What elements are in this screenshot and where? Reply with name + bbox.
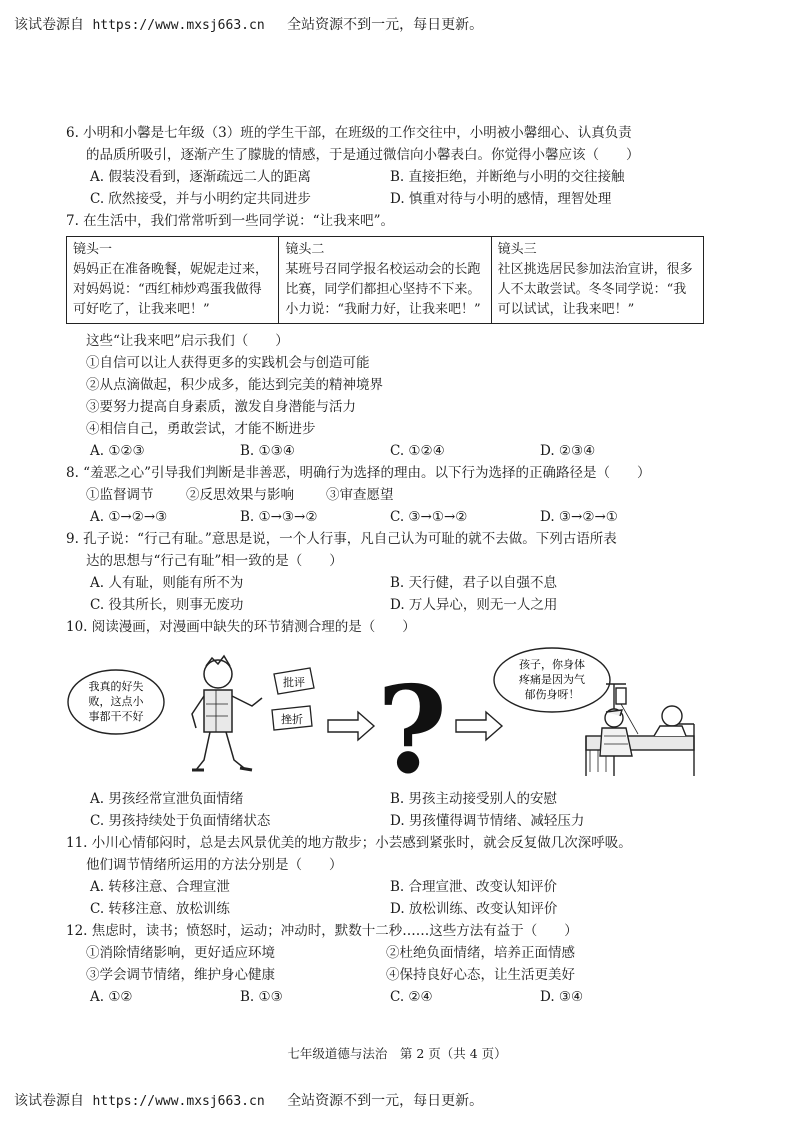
q9-option-c[interactable]: C. 役其所长，则事无废功: [90, 597, 244, 613]
q8-statement-2: ②反思效果与影响: [186, 487, 294, 503]
criticism-text: 批评: [283, 676, 305, 689]
question-8: [66, 462, 706, 528]
shot-3: [491, 237, 703, 324]
q12-option-c[interactable]: C. ②④: [390, 989, 433, 1005]
q11-options-row2: [66, 898, 706, 920]
q6-stem-line2: 的品质所吸引，逐渐产生了朦胧的情感，于是通过微信向小馨表白。你觉得小馨应该（ ）: [86, 147, 640, 163]
q8-options: [66, 506, 706, 528]
top-banner: [14, 14, 483, 34]
q12-option-a[interactable]: A. ①②: [90, 989, 133, 1005]
q10-option-d[interactable]: D. 男孩懂得调节情绪、减轻压力: [390, 813, 585, 829]
shot-2-title: 镜头二: [285, 242, 325, 257]
shot-1: [67, 237, 279, 324]
q6-stem-line1: 6. 小明和小馨是七年级（3）班的学生干部，在班级的工作交往中，小明被小馨细心、认真负责: [66, 125, 632, 141]
bottom-banner: [14, 1090, 483, 1110]
q11-option-c[interactable]: C. 转移注意、放松训练: [90, 901, 230, 917]
q11-stem-line2: 他们调节情绪所运用的方法分别是（ ）: [86, 857, 343, 873]
question-7: [66, 210, 706, 462]
comic-right-bubble-line3: 郁伤身呀！: [524, 688, 580, 701]
comic-right-bubble-line2: 疼痛是因为气: [519, 673, 585, 686]
q6-option-b[interactable]: B. 直接拒绝，并断绝与小明的交往接触: [390, 169, 625, 185]
q12-statements-row1: [66, 942, 706, 964]
question-10: [66, 616, 706, 832]
q9-option-b[interactable]: B. 天行健，君子以自强不息: [390, 575, 558, 591]
bottom-banner-source: 该试卷源自: [14, 1093, 84, 1109]
q10-option-a[interactable]: A. 男孩经常宣泄负面情绪: [90, 791, 244, 807]
q11-option-d[interactable]: D. 放松训练、改变认知评价: [390, 901, 558, 917]
question-11: [66, 832, 706, 920]
q9-option-d[interactable]: D. 万人异心，则无一人之用: [390, 597, 558, 613]
q12-statement-4: ④保持良好心态，让生活更美好: [386, 967, 575, 983]
q7-statement-4: ④相信自己，勇敢尝试，才能不断进步: [86, 421, 316, 437]
q10-comic: [66, 644, 706, 784]
q10-option-c[interactable]: C. 男孩持续处于负面情绪状态: [90, 813, 271, 829]
q6-option-c[interactable]: C. 欣然接受，并与小明约定共同进步: [90, 191, 311, 207]
q12-statement-3: ③学会调节情绪，维护身心健康: [86, 967, 275, 983]
setback-text: 挫折: [281, 713, 303, 726]
boy-figure: [192, 656, 262, 770]
q7-option-d[interactable]: D. ②③④: [540, 443, 596, 459]
q11-options-row1: [66, 876, 706, 898]
q9-options-row1: [66, 572, 706, 594]
q10-option-b[interactable]: B. 男孩主动接受别人的安慰: [390, 791, 558, 807]
missing-panel-question-mark: ?: [376, 660, 448, 784]
banner-slogan: 全站资源不到一元，每日更新。: [287, 17, 484, 33]
q8-statement-3: ③审查愿望: [326, 487, 394, 503]
comic-right-bubble-line1: 孩子，你身体: [519, 658, 585, 671]
q7-options: [66, 440, 706, 462]
q6-option-a[interactable]: A. 假装没看到，逐渐疏远二人的距离: [90, 169, 311, 185]
question-9: [66, 528, 706, 616]
q11-option-a[interactable]: A. 转移注意、合理宣泄: [90, 879, 230, 895]
q10-options-row1: [66, 788, 706, 810]
q7-option-a[interactable]: A. ①②③: [90, 443, 145, 459]
q12-statement-2: ②杜绝负面情绪，培养正面情感: [386, 945, 575, 961]
question-12: [66, 920, 706, 1008]
q6-options-row1: [66, 166, 706, 188]
q7-option-c[interactable]: C. ①②④: [390, 443, 445, 459]
q7-statement-1: ①自信可以让人获得更多的实践机会与创造可能: [86, 355, 370, 371]
comic-arrow-2: [456, 712, 502, 740]
q11-option-b[interactable]: B. 合理宣泄、改变认知评价: [390, 879, 558, 895]
comic-left-bubble-line3: 事都干不好: [88, 710, 144, 723]
comic-illustration: [66, 644, 706, 784]
q8-stem: 8. “羞恶之心”引导我们判断是非善恶，明确行为选择的理由。以下行为选择的正确路径是（ ）: [66, 465, 651, 481]
q6-options-row2: [66, 188, 706, 210]
q12-statements-row2: [66, 964, 706, 986]
shot-2-text: 某班号召同学报名校运动会的长跑比赛，同学们都担心坚持不下来。小力说：“我耐力好，让我来吧！”: [285, 262, 481, 317]
q8-option-c[interactable]: C. ③→①→②: [390, 509, 468, 525]
q12-option-b[interactable]: B. ①③: [240, 989, 283, 1005]
q8-option-d[interactable]: D. ③→②→①: [540, 509, 618, 525]
q12-statement-1: ①消除情绪影响，更好适应环境: [86, 945, 275, 961]
comic-left-bubble-line1: 我真的好失: [88, 680, 144, 693]
comic-arrow-1: [328, 712, 374, 740]
q7-shots-table: [66, 236, 704, 324]
q11-stem-line1: 11. 小川心情郁闷时，总是去风景优美的地方散步；小芸感到紧张时，就会反复做几次深呼吸。: [66, 835, 632, 851]
q8-option-b[interactable]: B. ①→③→②: [240, 509, 318, 525]
shot-1-title: 镜头一: [73, 242, 113, 257]
q6-option-d[interactable]: D. 慎重对待与小明的感情，理智处理: [390, 191, 612, 207]
question-content: [66, 122, 706, 1008]
q12-options: [66, 986, 706, 1008]
q8-option-a[interactable]: A. ①→②→③: [90, 509, 168, 525]
bottom-banner-slogan: 全站资源不到一元，每日更新。: [287, 1093, 484, 1109]
q12-stem: 12. 焦虑时，读书；愤怒时，运动；冲动时，默数十二秒……这些方法有益于（ ）: [66, 923, 578, 939]
q9-option-a[interactable]: A. 人有耻，则能有所不为: [90, 575, 244, 591]
hospital-scene: [586, 684, 694, 776]
shot-2: [279, 237, 491, 324]
shot-1-text: 妈妈正在准备晚餐，妮妮走过来，对妈妈说：“西红柿炒鸡蛋我做得可好吃了，让我来吧！”: [73, 262, 269, 317]
comic-left-bubble-line2: 败，这点小: [88, 695, 144, 708]
banner-url[interactable]: https://www.mxsj663.cn: [92, 18, 265, 33]
q7-option-b[interactable]: B. ①③④: [240, 443, 295, 459]
q9-stem-line1: 9. 孔子说：“行己有耻。”意思是说，一个人行事，凡自己认为可耻的就不去做。下列古语所表: [66, 531, 617, 547]
q7-question: 这些“让我来吧”启示我们（ ）: [86, 333, 289, 349]
q7-stem: 7. 在生活中，我们常常听到一些同学说：“让我来吧”。: [66, 213, 394, 229]
q10-stem: 10. 阅读漫画，对漫画中缺失的环节猜测合理的是（ ）: [66, 619, 416, 635]
criticism-tag: [274, 668, 314, 694]
banner-source: 该试卷源自: [14, 17, 84, 33]
q8-statements: [66, 484, 706, 506]
q10-options-row2: [66, 810, 706, 832]
bottom-banner-url[interactable]: https://www.mxsj663.cn: [92, 1094, 265, 1109]
shot-3-text: 社区挑选居民参加法治宣讲，很多人不太敢尝试。冬冬同学说：“我可以试试，让我来吧！”: [497, 262, 693, 317]
q7-statement-2: ②从点滴做起，积少成多，能达到完美的精神境界: [86, 377, 383, 393]
question-6: [66, 122, 706, 210]
q12-option-d[interactable]: D. ③④: [540, 989, 584, 1005]
setback-tag: [272, 706, 312, 730]
q7-statement-3: ③要努力提高自身素质，激发自身潜能与活力: [86, 399, 356, 415]
q9-options-row2: [66, 594, 706, 616]
q8-statement-1: ①监督调节: [86, 487, 154, 503]
shot-3-title: 镜头三: [497, 242, 537, 257]
q9-stem-line2: 达的思想与“行己有耻”相一致的是（ ）: [86, 553, 343, 569]
page-footer: 七年级道德与法治 第 2 页（共 4 页）: [287, 1046, 507, 1061]
